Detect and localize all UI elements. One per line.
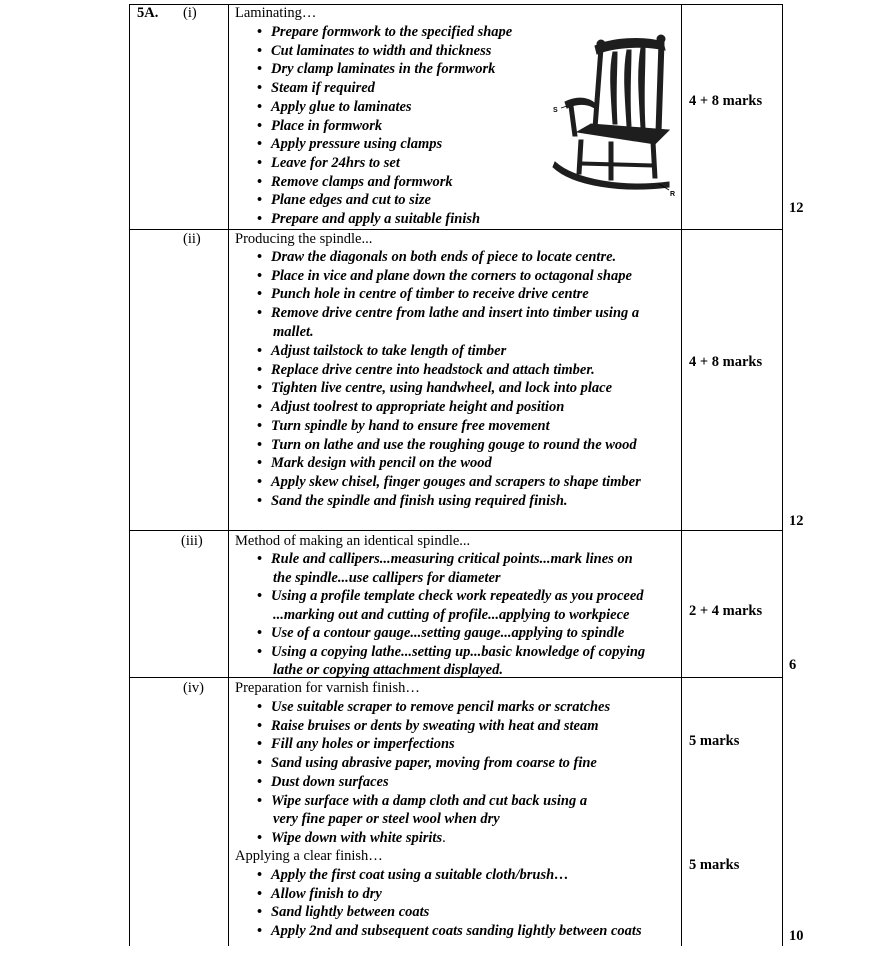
part-label: (iii) <box>181 533 203 549</box>
bullet-item-text: Wipe down with white spirits <box>271 830 443 846</box>
bullet-item: • Allow finish to dry <box>255 885 642 904</box>
bullet-item: • Fill any holes or imperfections <box>255 735 610 754</box>
bullet-item: • Cut laminates to width and thickness <box>255 42 512 61</box>
bullet-item: • Adjust toolrest to appropriate height and position <box>255 398 641 417</box>
part-heading: Laminating… <box>235 5 317 21</box>
bullet-item: • Dry clamp laminates in the formwork <box>255 60 512 79</box>
bullet-item: • Draw the diagonals on both ends of piece to locate centre. <box>255 248 639 267</box>
bullet-item: • Wipe surface with a damp cloth and cut back using a <box>255 792 610 811</box>
bullet-continuation: ...marking out and cutting of profile...applying to workpiece <box>273 607 630 623</box>
figure-label-r: R <box>670 191 676 198</box>
bullet-item: • Replace drive centre into headstock and attach timber. <box>255 361 641 380</box>
part-label: (i) <box>183 5 197 21</box>
marks-allocation: 2 + 4 marks <box>689 603 763 619</box>
bullet-item: • Apply 2nd and subsequent coats sanding lightly between coats <box>255 922 642 941</box>
bullet-list <box>255 866 642 941</box>
bullet-continuation: mallet. <box>273 324 314 340</box>
column-divider-3 <box>782 4 783 946</box>
bullet-item: • Use suitable scraper to remove pencil marks or scratches <box>255 698 610 717</box>
bullet-item: • Apply pressure using clamps <box>255 135 512 154</box>
marks-allocation: 4 + 8 marks <box>689 93 763 109</box>
bullet-item: • Apply skew chisel, finger gouges and scrapers to shape timber <box>255 473 641 492</box>
bullet-item: • Tighten live centre, using handwheel, and lock into place <box>255 379 641 398</box>
figure-label-s: S <box>553 107 558 114</box>
part-total-marks: 10 <box>789 928 804 944</box>
bullet-list <box>255 342 641 510</box>
bullet-continuation: very fine paper or steel wool when dry <box>273 811 500 827</box>
part-subheading: Applying a clear finish… <box>235 848 383 864</box>
rocking-chair-illustration <box>551 32 681 204</box>
part-total-marks: 12 <box>789 200 804 216</box>
bullet-item: • Rule and callipers...measuring critical points...mark lines on <box>255 550 633 569</box>
bullet-item: • Using a profile template check work repeatedly as you proceed <box>255 587 644 606</box>
row-divider-1 <box>129 229 782 230</box>
bullet-item: • Sand using abrasive paper, moving from coarse to fine <box>255 754 610 773</box>
bullet-continuation: lathe or copying attachment displayed. <box>273 662 503 678</box>
bullet-list <box>255 550 633 569</box>
part-heading: Preparation for varnish finish… <box>235 680 420 696</box>
bullet-item: • Use of a contour gauge...setting gauge...applying to spindle <box>255 624 645 643</box>
bullet-item: • Steam if required <box>255 79 512 98</box>
bullet-list <box>255 624 645 661</box>
bullet-item: • Adjust tailstock to take length of timber <box>255 342 641 361</box>
part-heading: Method of making an identical spindle... <box>235 533 471 549</box>
bullet-item: • Remove clamps and formwork <box>255 173 512 192</box>
bullet-item: • Remove drive centre from lathe and insert into timber using a <box>255 304 639 323</box>
bullet-item: • Dust down surfaces <box>255 773 610 792</box>
bullet-item: • Raise bruises or dents by sweating with heat and steam <box>255 717 610 736</box>
bullet-item: • Apply glue to laminates <box>255 98 512 117</box>
bullet-continuation: the spindle...use callipers for diameter <box>273 570 501 586</box>
bullet-item-tail: . <box>442 830 446 846</box>
marks-allocation: 5 marks <box>689 733 740 749</box>
table-left-border <box>129 4 130 946</box>
bullet-item: • Place in formwork <box>255 117 512 136</box>
marks-allocation: 5 marks <box>689 857 740 873</box>
bullet-item: • Plane edges and cut to size <box>255 191 512 210</box>
bullet-list <box>255 829 446 848</box>
part-total-marks: 6 <box>789 657 797 673</box>
part-total-marks: 12 <box>789 513 804 529</box>
bullet-list <box>255 23 512 229</box>
part-heading: Producing the spindle... <box>235 231 373 247</box>
bullet-item <box>255 829 446 848</box>
bullet-list <box>255 698 610 810</box>
bullet-item: • Prepare and apply a suitable finish <box>255 210 512 229</box>
bullet-item: • Sand the spindle and finish using required finish. <box>255 492 641 511</box>
bullet-item: • Sand lightly between coats <box>255 903 642 922</box>
row-divider-2 <box>129 530 782 531</box>
bullet-list <box>255 587 644 606</box>
column-divider-2 <box>681 4 682 946</box>
bullet-item: • Leave for 24hrs to set <box>255 154 512 173</box>
part-label: (iv) <box>183 680 204 696</box>
column-divider-1 <box>228 4 229 946</box>
bullet-list <box>255 248 639 323</box>
bullet-item: • Apply the first coat using a suitable cloth/brush… <box>255 866 642 885</box>
marks-allocation: 4 + 8 marks <box>689 354 763 370</box>
bullet-item: • Mark design with pencil on the wood <box>255 454 641 473</box>
bullet-item: • Turn spindle by hand to ensure free movement <box>255 417 641 436</box>
question-number: 5A. <box>137 5 159 21</box>
bullet-item: • Prepare formwork to the specified shape <box>255 23 512 42</box>
table-top-border <box>129 4 782 5</box>
part-label: (ii) <box>183 231 201 247</box>
bullet-item: • Using a copying lathe...setting up...basic knowledge of copying <box>255 643 645 662</box>
bullet-item: • Place in vice and plane down the corners to octagonal shape <box>255 267 639 286</box>
bullet-item: • Turn on lathe and use the roughing gouge to round the wood <box>255 436 641 455</box>
bullet-item: • Punch hole in centre of timber to receive drive centre <box>255 285 639 304</box>
